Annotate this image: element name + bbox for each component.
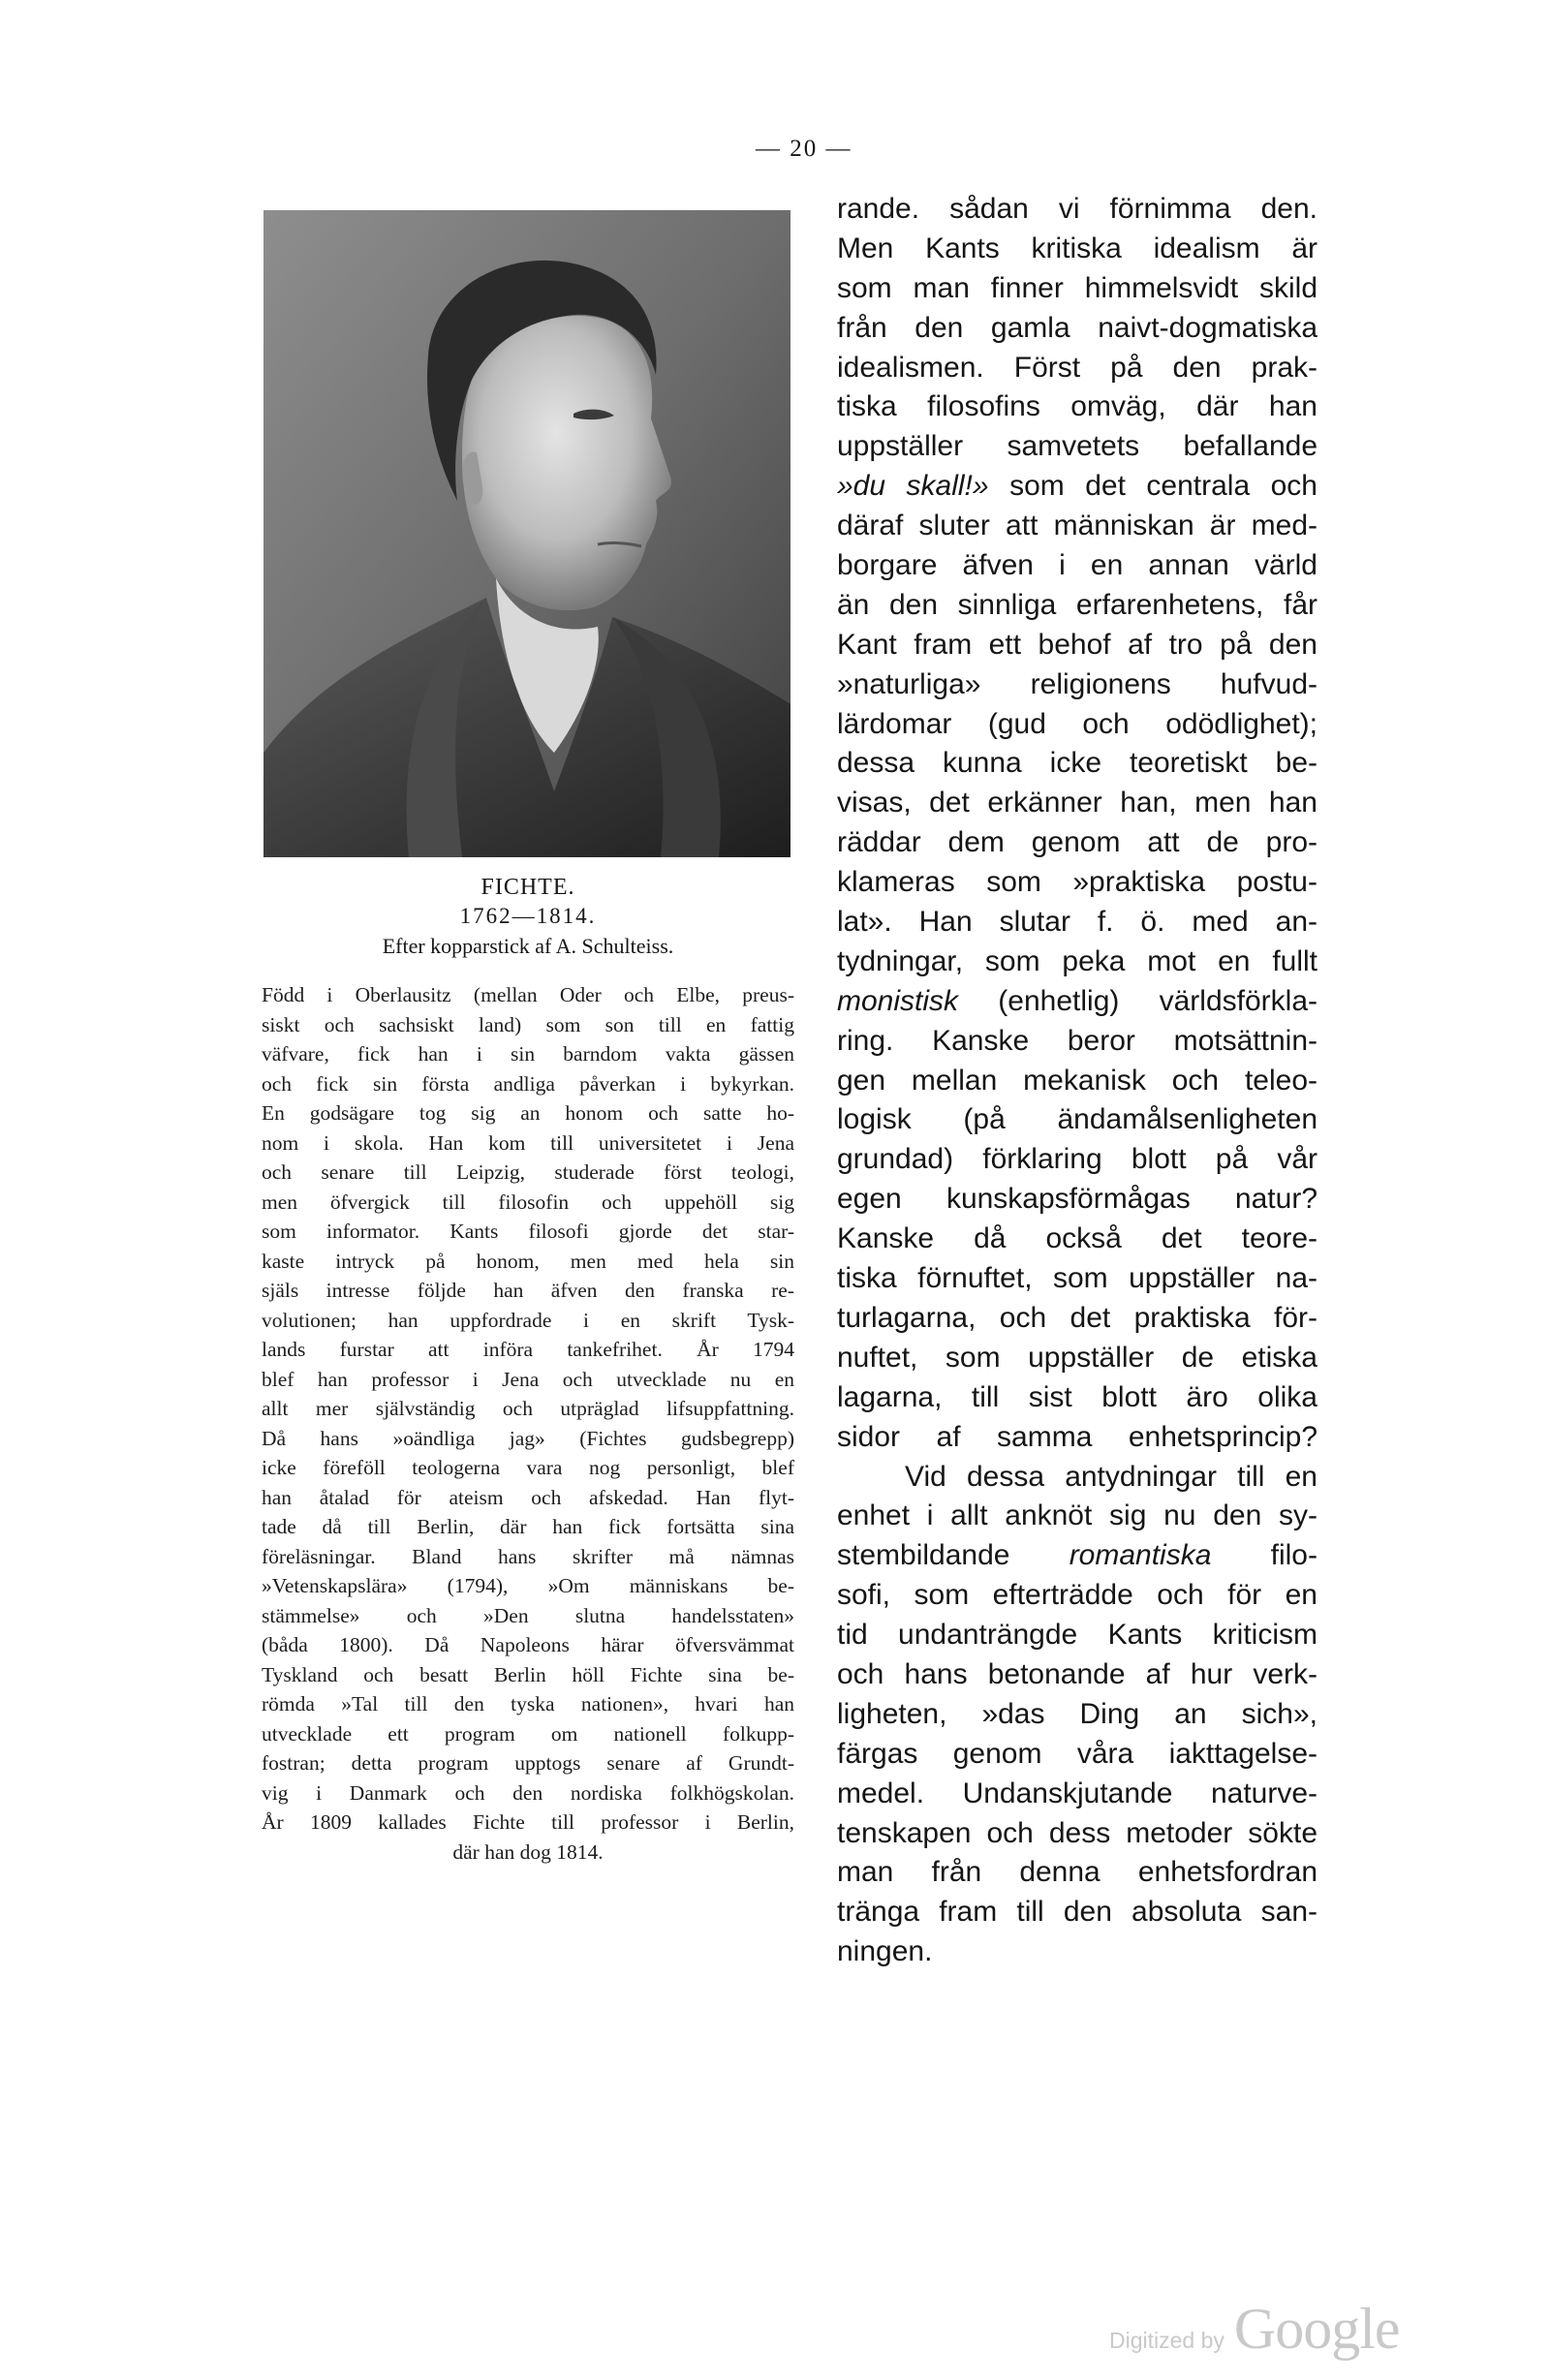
text-line: dessa kunna icke teoretiskt be- [837,747,1318,780]
digitized-by-label: Digitized by [1109,2328,1224,2353]
text-line: nuftet, som uppställer de etiska [837,1341,1318,1374]
du-skall-emphasis: »du skall!» [837,470,989,503]
text-line: ring. Kanske beror motsättnin- [837,1024,1318,1057]
text-fragment: stembildande [837,1539,1010,1572]
text-line: enhet i allt anknöt sig nu den sy- [837,1499,1318,1532]
bio-line: men öfvergick till filosofin och uppehöll sig [262,1190,794,1214]
text-line: idealismen. Först på den prak- [837,351,1318,384]
text-line [837,1536,1318,1576]
text-line: och hans betonande af hur verk- [837,1657,1318,1690]
bio-line: föreläsningar. Bland hans skrifter må nämnas [262,1544,794,1568]
text-line: ligheten, »das Ding an sich», [837,1697,1318,1730]
text-line: rande. sådan vi förnimma den. [837,193,1318,225]
bio-line: väfvare, fick han i sin barndom vakta gässen [262,1042,794,1066]
text-fragment: (enhetlig) världsförkla- [998,984,1318,1017]
text-line: lat». Han slutar f. ö. med an- [837,906,1318,939]
portrait-illustration [264,210,790,857]
biography-text [262,980,794,1867]
text-line: Kant fram ett behof af tro på den [837,628,1318,661]
main-text-column [837,190,1318,1972]
bio-line: och fick sin första andliga påverkan i bykyrkan. [262,1071,794,1096]
text-line: uppställer samvetets befallande [837,430,1318,463]
text-line [837,467,1318,507]
bio-line: där han dog 1814. [452,1839,604,1864]
text-line: egen kunskapsförmågas natur? [837,1183,1318,1216]
bio-line: allt mer självständig och utpräglad lifsuppfattning. [262,1397,794,1420]
bio-line: Då hans »oändliga jag» (Fichtes gudsbegrepp) [262,1426,794,1450]
bio-line: (båda 1800). Då Napoleons härar öfversvämmat [262,1633,794,1656]
bio-line: och senare till Leipzig, studerade först teologi, [262,1160,794,1184]
text-line: borgare äfven i en annan värld [837,549,1318,582]
text-line: turlagarna, och det praktiska för- [837,1301,1318,1334]
text-line [837,982,1318,1022]
bio-line: siskt och sachsiskt land) som son till en fattig [262,1012,794,1036]
text-line: »naturliga» religionens hufvud- [837,667,1318,700]
bio-line: stämmelse» och »Den slutna handelsstaten» [262,1603,794,1627]
text-line: räddar dem genom att de pro- [837,826,1318,859]
fichte-portrait-engraving [264,210,790,857]
bio-line: utvecklade ett program om nationell folkupp- [262,1721,794,1746]
text-line: lagarna, till sist blott äro olika [837,1380,1318,1413]
text-line: ningen. [837,1935,933,1968]
digitization-watermark [1109,2296,1400,2361]
text-line: som man finner himmelsvidt skild [837,271,1318,304]
text-line: tränga fram till den absoluta san- [837,1896,1318,1929]
text-line: däraf sluter att människan är med- [837,510,1318,542]
romantiska-emphasis: romantiska [1069,1539,1212,1572]
text-line: Kanske då också det teore- [837,1222,1318,1255]
bio-line: volutionen; han uppfordrade i en skrift Tysk- [262,1308,794,1332]
engraving-credit: Efter kopparstick af A. Schulteiss. [382,934,674,958]
text-line: tiska filosofins omväg, där han [837,390,1318,423]
text-line: klameras som »praktiska postu- [837,866,1318,899]
text-fragment: som det centrala och [1009,470,1318,503]
google-logo: Google [1233,2297,1400,2361]
bio-line: blef han professor i Jena och utvecklade nu en [262,1367,794,1391]
text-line: lärdomar (gud och odödlighet); [837,707,1318,740]
monistisk-emphasis: monistisk [837,984,959,1017]
bio-line: tade då till Berlin, där han fick fortsätta sina [262,1515,794,1538]
text-line: tiska förnuftet, som uppställer na- [837,1262,1318,1295]
text-line: färgas genom våra iakttagelse- [837,1737,1318,1770]
bio-line: lands furstar att införa tankefrihet. År 1794 [262,1338,794,1361]
text-line: från den gamla naivt-dogmatiska [837,311,1318,344]
text-line: gen mellan mekanisk och teleo- [837,1064,1318,1097]
bio-line: fostran; detta program upptogs senare af Grundt- [262,1751,794,1775]
text-line: man från denna enhetsfordran [837,1856,1318,1889]
text-line: tid undanträngde Kants kriticism [837,1619,1318,1652]
bio-line: Född i Oberlausitz (mellan Oder och Elbe, preus- [262,983,794,1006]
bio-line: kaste intryck på honom, men med hela sin [262,1249,794,1273]
text-line: logisk (på ändamålsenligheten [837,1103,1318,1136]
bio-line: vig i Danmark och den nordiska folkhögskolan. [262,1780,794,1805]
bio-line: nom i skola. Han kom till universitetet i Jena [262,1130,794,1155]
bio-line: År 1809 kallades Fichte till professor i Berlin, [262,1810,794,1834]
text-line: medel. Undanskjutande naturve- [837,1777,1318,1809]
bio-line: han åtalad för ateism och afskedad. Han flyt- [262,1485,794,1509]
bio-line: Tyskland och besatt Berlin höll Fichte sina be- [262,1662,794,1686]
text-line: Men Kants kritiska idealism är [837,232,1318,264]
figure-title: FICHTE. [480,875,575,900]
figure-caption [262,874,794,960]
text-line: tenskapen och dess metoder sökte [837,1816,1318,1849]
text-line: sidor af samma enhetsprincip? [837,1420,1318,1453]
text-line: sofi, som efterträdde och för en [837,1579,1318,1612]
text-line: grundad) förklaring blott på vår [837,1143,1318,1176]
figure-years: 1762—1814. [459,904,597,928]
bio-line: icke föreföll teologerna vara nog personligt, blef [262,1456,794,1479]
paragraph-start-line: Vid dessa antydningar till en [905,1460,1318,1493]
bio-line: själs intresse följde han äfven den franska re- [262,1279,794,1302]
text-line: visas, det erkänner han, men han [837,787,1318,819]
bio-line: som informator. Kants filosofi gjorde det star- [262,1220,794,1243]
page-number: — 20 — [756,136,852,162]
bio-line: »Vetenskapslära» (1794), »Om människans be- [262,1574,794,1597]
text-fragment: filo- [1270,1539,1318,1572]
bio-line: En godsägare tog sig an honom och satte ho- [262,1101,794,1125]
text-line: än den sinnliga erfarenhetens, får [837,588,1318,621]
text-line: tydningar, som peka mot en fullt [837,944,1318,977]
bio-line: römda »Tal till den tyska nationen», hvari han [262,1692,794,1715]
